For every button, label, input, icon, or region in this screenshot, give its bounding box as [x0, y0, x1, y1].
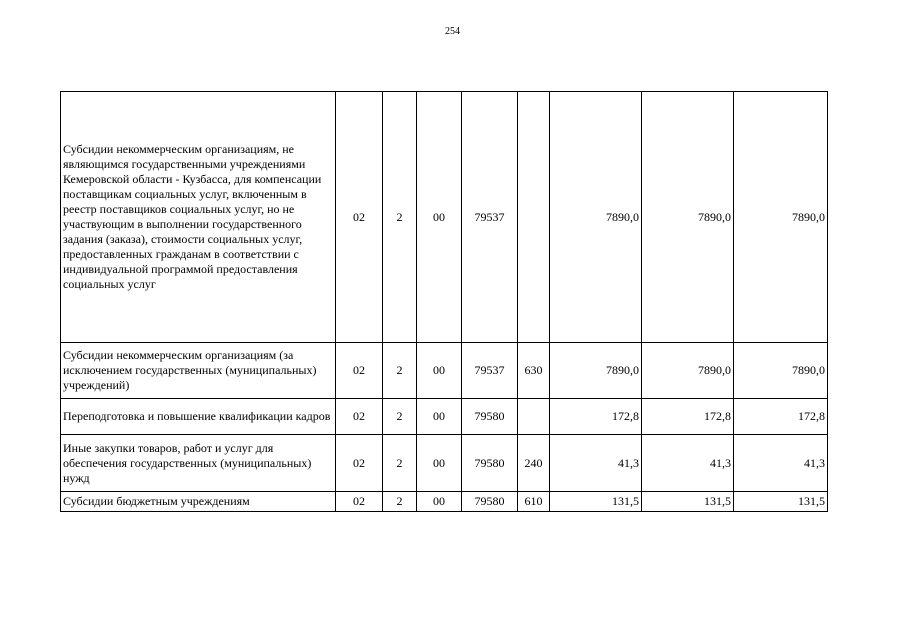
amount-year-3: 131,5: [734, 492, 828, 512]
expense-type-code: 630: [518, 343, 550, 399]
table-row: [61, 492, 828, 512]
subprogram-code: 00: [417, 343, 462, 399]
amount-year-2: 7890,0: [642, 343, 734, 399]
subprogram-code: 00: [417, 435, 462, 492]
subprogram-code: 00: [417, 492, 462, 512]
direction-code: 79580: [462, 492, 518, 512]
direction-code: 79537: [462, 343, 518, 399]
amount-year-2: 172,8: [642, 399, 734, 435]
section-code: 02: [336, 399, 383, 435]
table-row: [61, 435, 828, 492]
table-row: [61, 399, 828, 435]
amount-year-1: 41,3: [550, 435, 642, 492]
budget-table: [60, 91, 828, 512]
program-code: 2: [383, 92, 417, 343]
amount-year-3: 7890,0: [734, 92, 828, 343]
section-code: 02: [336, 435, 383, 492]
expense-type-code: [518, 399, 550, 435]
row-name: Субсидии бюджетным учреждениям: [61, 492, 336, 512]
direction-code: 79537: [462, 92, 518, 343]
row-name: Иные закупки товаров, работ и услуг для обеспечения государственных (муниципальных) нужд: [61, 435, 336, 492]
table-row: [61, 92, 828, 343]
page-number: 254: [445, 26, 460, 37]
direction-code: 79580: [462, 399, 518, 435]
amount-year-1: 172,8: [550, 399, 642, 435]
program-code: 2: [383, 492, 417, 512]
amount-year-1: 7890,0: [550, 92, 642, 343]
table-row: [61, 343, 828, 399]
amount-year-3: 7890,0: [734, 343, 828, 399]
amount-year-3: 172,8: [734, 399, 828, 435]
section-code: 02: [336, 343, 383, 399]
program-code: 2: [383, 399, 417, 435]
program-code: 2: [383, 343, 417, 399]
amount-year-1: 131,5: [550, 492, 642, 512]
row-name: Субсидии некоммерческим организациям, не являющимся государственными учреждениями Кемеровской области - Кузбасса, для компенсации поставщикам социальных услуг, включенным в реестр поставщиков социальных услуг, но не участвующим в выполнении государственного задания (заказа), стоимости социальных услуг, предоставленных гражданам в соответствии с индивидуальной программой предоставления социальных услуг: [61, 92, 336, 343]
row-name: Переподготовка и повышение квалификации кадров: [61, 399, 336, 435]
expense-type-code: 610: [518, 492, 550, 512]
amount-year-1: 7890,0: [550, 343, 642, 399]
expense-type-code: 240: [518, 435, 550, 492]
subprogram-code: 00: [417, 399, 462, 435]
expense-type-code: [518, 92, 550, 343]
amount-year-3: 41,3: [734, 435, 828, 492]
amount-year-2: 7890,0: [642, 92, 734, 343]
amount-year-2: 41,3: [642, 435, 734, 492]
section-code: 02: [336, 492, 383, 512]
section-code: 02: [336, 92, 383, 343]
subprogram-code: 00: [417, 92, 462, 343]
direction-code: 79580: [462, 435, 518, 492]
amount-year-2: 131,5: [642, 492, 734, 512]
program-code: 2: [383, 435, 417, 492]
row-name: Субсидии некоммерческим организациям (за исключением государственных (муниципальных) учреждений): [61, 343, 336, 399]
